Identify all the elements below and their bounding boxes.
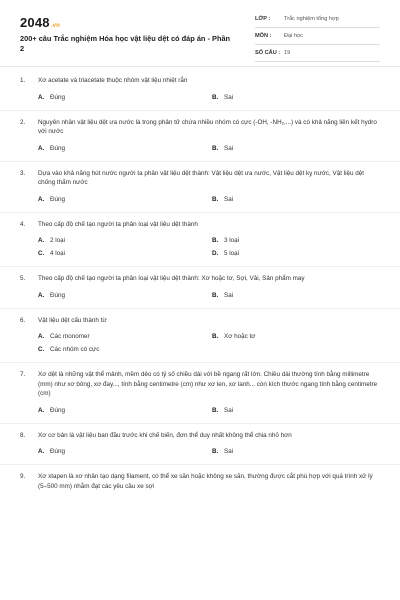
- meta-row-subject: [255, 31, 380, 45]
- option-text: Đúng: [50, 291, 66, 299]
- option-row: [38, 249, 380, 262]
- meta-info: [255, 14, 380, 65]
- question-body: Vật liệu dệt cấu thành từ: [38, 316, 107, 324]
- options: [20, 93, 380, 106]
- question-divider: [0, 423, 400, 424]
- question-body: Nguyên nhân vật liệu dệt ưa nước là trong phân tử chứa nhiều nhóm có cực (-OH, -NH₂,...) và có khả năng liên kết hydro với nước: [38, 118, 377, 135]
- option-letter: A.: [38, 93, 45, 101]
- meta-value: 19: [284, 50, 291, 56]
- answer-option[interactable]: [38, 236, 65, 245]
- option-row: [38, 332, 380, 345]
- option-letter: B.: [212, 333, 219, 340]
- question-item: [0, 118, 400, 157]
- option-letter: B.: [212, 406, 219, 414]
- question-item: [0, 472, 400, 491]
- question-text: [20, 274, 380, 284]
- option-row: [38, 93, 380, 106]
- option-letter: A.: [38, 291, 45, 299]
- option-text: Đúng: [50, 406, 66, 414]
- option-text: Xơ hoặc tơ: [224, 333, 256, 340]
- option-text: Các monomer: [50, 333, 90, 340]
- site-logo[interactable]: 2048.vn: [20, 15, 61, 30]
- question-number: 6.: [20, 316, 26, 324]
- question-body: Dựa vào khả năng hút nước người ta phân vật liệu dệt thành: Vật liệu dệt ưa nước, Vật liệu dệt kỵ nước, Vật liệu dệt chống thấm nước: [38, 169, 365, 186]
- option-text: 5 loại: [224, 250, 240, 257]
- answer-option[interactable]: [212, 249, 239, 258]
- answer-option[interactable]: [212, 406, 233, 415]
- question-item: [0, 316, 400, 359]
- question-number: 8.: [20, 431, 26, 439]
- question-body: Xơ dệt là những vật thể mảnh, mềm dẻo có tỷ số chiều dài với bề ngang rất lớn. Chiều dài thường tính bằng millimetre (mm) như xơ bông, xơ đay..., tính bằng centimetre (cm) như xơ len, xơ lanh... còn kích thước ngang tính bằng centimetre (cm): [38, 371, 378, 397]
- question-number: 3.: [20, 169, 26, 177]
- question-divider: [0, 362, 400, 363]
- question-text: [20, 76, 380, 86]
- option-letter: B.: [212, 448, 219, 455]
- meta-label: LỚP :: [255, 16, 271, 22]
- question-text: [20, 431, 380, 441]
- answer-option[interactable]: [212, 236, 239, 245]
- option-letter: D.: [212, 250, 219, 257]
- option-letter: A.: [38, 333, 45, 340]
- question-item: [0, 220, 400, 263]
- options: [20, 195, 380, 208]
- question-body: Xơ acetate và triacetate thuộc nhóm vật liệu nhiệt rắn: [38, 77, 188, 84]
- question-divider: [0, 161, 400, 162]
- option-text: Sai: [224, 406, 234, 414]
- question-number: 5.: [20, 275, 26, 282]
- options: [20, 291, 380, 304]
- question-divider: [0, 464, 400, 465]
- options: [20, 144, 380, 157]
- option-row: [38, 406, 380, 419]
- answer-option[interactable]: [38, 93, 65, 102]
- option-letter: B.: [212, 291, 219, 299]
- answer-option[interactable]: [212, 332, 255, 341]
- options: [20, 236, 380, 262]
- meta-label: MÔN :: [255, 33, 272, 39]
- question-text: [20, 118, 380, 137]
- question-divider: [0, 110, 400, 111]
- question-body: Xơ xtapen là xơ nhân tạo dạng filament, có thể xe săn hoặc không xe săn, thường được cắt phù hợp với quá trình xử lý (5–500 mm) nhằm đạt các yêu cầu xe sợi: [38, 473, 373, 490]
- option-row: [38, 345, 380, 358]
- question-list: [0, 76, 400, 491]
- question-number: 4.: [20, 220, 26, 228]
- meta-label: SỐ CÂU :: [255, 50, 281, 56]
- option-letter: A.: [38, 237, 45, 244]
- meta-row-class: [255, 14, 380, 28]
- option-letter: B.: [212, 237, 219, 244]
- answer-option[interactable]: [38, 195, 65, 204]
- header-divider: [0, 66, 400, 67]
- question-item: [0, 370, 400, 419]
- option-text: Sai: [224, 291, 234, 299]
- question-divider: [0, 212, 400, 213]
- answer-option[interactable]: [212, 93, 233, 102]
- header: [0, 0, 400, 66]
- question-text: [20, 316, 380, 326]
- answer-option[interactable]: [212, 195, 233, 204]
- options: [20, 447, 380, 460]
- option-row: [38, 291, 380, 304]
- options: [20, 332, 380, 358]
- option-letter: A.: [38, 144, 45, 152]
- answer-option[interactable]: [38, 291, 65, 300]
- option-text: Các nhóm có cực: [50, 346, 100, 353]
- answer-option[interactable]: [212, 291, 233, 300]
- option-text: Sai: [224, 195, 234, 203]
- question-text: [20, 472, 380, 491]
- answer-option[interactable]: [38, 345, 99, 354]
- option-letter: A.: [38, 448, 45, 455]
- question-number: 9.: [20, 473, 26, 480]
- option-row: [38, 195, 380, 208]
- option-row: [38, 144, 380, 157]
- meta-value: Trắc nghiệm tổng hợp: [284, 16, 339, 22]
- question-number: 2.: [20, 118, 26, 126]
- question-text: [20, 220, 380, 230]
- question-text: [20, 370, 380, 399]
- option-text: Đúng: [50, 144, 66, 152]
- question-divider: [0, 308, 400, 309]
- options: [20, 406, 380, 419]
- answer-option[interactable]: [38, 406, 65, 415]
- option-letter: C.: [38, 346, 45, 353]
- option-text: Đúng: [50, 195, 66, 203]
- question-number: 7.: [20, 371, 26, 378]
- question-divider: [0, 266, 400, 267]
- option-text: 3 loại: [224, 237, 240, 244]
- question-body: Xơ cơ bản là vật liệu ban đầu trước khi chế biến, đơn thể duy nhất không thể chia nhỏ hơn: [38, 431, 292, 439]
- option-text: 2 loại: [50, 237, 66, 244]
- answer-option[interactable]: [38, 144, 65, 153]
- option-text: Sai: [224, 448, 234, 455]
- option-letter: A.: [38, 195, 45, 203]
- option-letter: B.: [212, 195, 219, 203]
- question-text: [20, 169, 380, 188]
- question-item: [0, 274, 400, 304]
- option-text: Đúng: [50, 448, 66, 455]
- option-text: 4 loại: [50, 250, 66, 257]
- question-item: [0, 169, 400, 208]
- option-text: Sai: [224, 93, 234, 101]
- answer-option[interactable]: [38, 249, 65, 258]
- option-text: Sai: [224, 144, 234, 152]
- answer-option[interactable]: [38, 332, 90, 341]
- question-item: [0, 431, 400, 461]
- document-title: 200+ câu Trắc nghiệm Hóa học vật liệu dệt có đáp án - Phần 2: [20, 34, 231, 53]
- answer-option[interactable]: [212, 144, 233, 153]
- option-letter: A.: [38, 406, 45, 414]
- question-body: Theo cấp độ chế tạo người ta phân loại vật liệu dệt thành: [38, 220, 198, 228]
- option-letter: C.: [38, 250, 45, 257]
- answer-option[interactable]: [212, 447, 233, 456]
- answer-option[interactable]: [38, 447, 65, 456]
- meta-row-count: [255, 48, 380, 62]
- meta-value: Đại học: [284, 33, 303, 39]
- option-row: [38, 236, 380, 249]
- question-item: [0, 76, 400, 106]
- option-letter: B.: [212, 93, 219, 101]
- option-row: [38, 447, 380, 460]
- question-body: Theo cấp độ chế tạo người ta phân loại vật liệu dệt thành: Xơ hoặc tơ, Sợi, Vải, Sản phẩm may: [38, 275, 305, 282]
- option-text: Đúng: [50, 93, 66, 101]
- option-letter: B.: [212, 144, 219, 152]
- question-number: 1.: [20, 77, 26, 84]
